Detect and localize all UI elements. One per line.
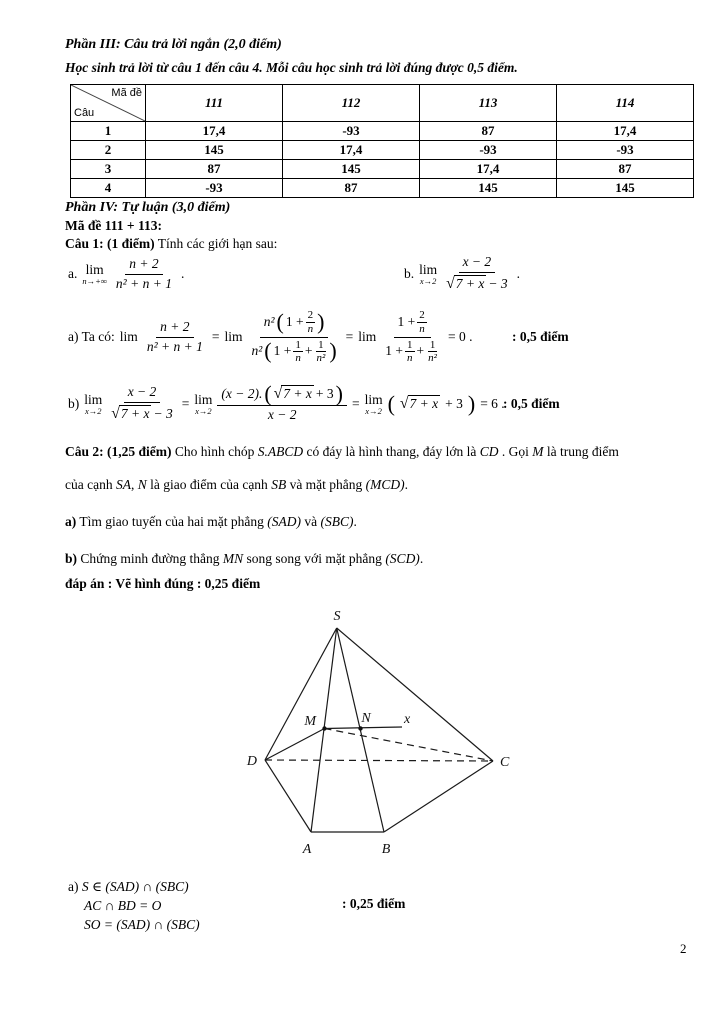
pyramid-svg xyxy=(228,598,538,870)
column-header: 111 xyxy=(146,85,283,122)
point-M-dot xyxy=(322,726,326,730)
point-N-dot xyxy=(358,726,362,730)
part3-subheading: Học sinh trả lời từ câu 1 đến câu 4. Mỗi câu học sinh trả lời đúng được 0,5 điểm. xyxy=(65,60,518,75)
cell: 145 xyxy=(557,179,694,198)
row-label: 1 xyxy=(71,122,146,141)
radical: √ 7 + x xyxy=(399,395,439,412)
score-label-b: : 0,5 điểm xyxy=(503,396,560,411)
table-row xyxy=(71,160,694,179)
limit-problem-a xyxy=(68,252,184,296)
vertex-label-N: N xyxy=(361,711,371,726)
fraction: (x − 2). ( √ 7 + x + 3 ) x − 2 xyxy=(217,383,347,424)
cell: 17,4 xyxy=(557,122,694,141)
limit-problem-b xyxy=(404,250,520,298)
answer-a-line1: S ∈ (SAD) ∩ (SBC) xyxy=(81,879,189,894)
fraction: 1 + $\frac{2}{n}$ 1 + $\frac{1}{n}$ + $\frac{1}{\text{n²}}$ xyxy=(385,309,437,365)
vertex-label-D: D xyxy=(246,754,257,769)
cell: -93 xyxy=(146,179,283,198)
row-label: 2 xyxy=(71,141,146,160)
corner-label-cau: Câu xyxy=(74,107,95,119)
cell: 87 xyxy=(420,122,557,141)
nested-fraction: $\frac{1}{\text{n²}}$ xyxy=(316,338,326,365)
question2-part-b: b) Chứng minh đường thẳng MN song song với mặt phẳng (SCD). xyxy=(65,551,424,566)
equals: = xyxy=(345,329,354,344)
vertex-label-B: B xyxy=(381,842,391,857)
nested-fraction: $\frac{1}{n}$ xyxy=(295,338,301,365)
part4-heading: Phần IV: Tự luận (3,0 điểm) xyxy=(65,200,231,215)
answer-a-line2: AC ∩ BD = O xyxy=(84,898,162,913)
table-corner-cell xyxy=(71,85,146,122)
equals: = xyxy=(181,396,190,411)
cell: 17,4 xyxy=(283,141,420,160)
lim-operator: lim xyxy=(224,329,243,344)
question1-title-rest: Tính các giới hạn sau: xyxy=(154,236,278,251)
question2-part-a: a) Tìm giao tuyến của hai mặt phẳng (SAD) và (SBC). xyxy=(65,514,357,529)
period: . xyxy=(516,266,520,281)
column-header: 113 xyxy=(420,85,557,122)
column-header: 114 xyxy=(557,85,694,122)
answer-key-table xyxy=(70,84,694,198)
page-number: 2 xyxy=(680,941,687,956)
result: = 6 . xyxy=(480,396,505,411)
answer-block-a xyxy=(68,877,200,934)
row-label: 3 xyxy=(71,160,146,179)
cell: 145 xyxy=(420,179,557,198)
cell: -93 xyxy=(420,141,557,160)
equals: = xyxy=(211,329,220,344)
dashed-edges xyxy=(265,729,493,762)
answer-a-line3: SO = (SAD) ∩ (SBC) xyxy=(84,917,200,932)
solution-b-prefix: b) xyxy=(68,396,80,411)
nested-fraction: $\frac{2}{n}$ xyxy=(307,309,314,335)
fraction: x − 2 √ 7 + x − 3 xyxy=(446,254,508,293)
score-label-a: : 0,5 điểm xyxy=(512,329,569,344)
nested-fraction: $\frac{1}{\text{n²}}$ xyxy=(428,338,437,365)
cell: 17,4 xyxy=(420,160,557,179)
fraction: n² ( 1 + $\frac{2}{n}$ ) n² ( 1 + $\frac{1}{n}$ + $\frac{1}{\text{n²}}$ ) xyxy=(251,309,337,365)
solution-a-prefix: a) Ta có: xyxy=(68,329,115,344)
lim-operator: lim n→+∞ xyxy=(82,261,107,286)
solution-b: b) lim x→2 x − 2 √ 7 + x − 3 = lim x→2 (x − 2). ( √ 7 + x + 3 ) x − 2 = lim x→2 ( √ 7 + x + 3 ) = 6 . xyxy=(68,380,505,428)
vertex-label-C: C xyxy=(500,755,510,770)
vertex-label-A: A xyxy=(302,842,312,857)
table-row xyxy=(71,141,694,160)
vertex-label-M: M xyxy=(304,714,316,729)
part3-heading: Phần III: Câu trả lời ngắn (2,0 điểm) xyxy=(65,37,282,52)
exam-code-line: Mã đề 111 + 113: xyxy=(65,218,162,233)
table-row xyxy=(71,179,694,198)
row-label: 4 xyxy=(71,179,146,198)
nested-fraction: $\frac{1}{n}$ xyxy=(407,338,413,365)
lim-operator: lim x→2 xyxy=(364,391,383,416)
lim-operator: lim xyxy=(358,329,377,344)
question2-line2: của cạnh SA, N là giao điểm của cạnh SB và mặt phẳng (MCD). xyxy=(65,477,409,492)
table-row xyxy=(71,122,694,141)
fraction: $\frac{n + 2}{\text{n² + n + 1}}$ xyxy=(146,318,203,354)
fraction: x − 2 √ 7 + x − 3 xyxy=(111,384,173,423)
cell: 145 xyxy=(146,141,283,160)
cell: 87 xyxy=(146,160,283,179)
equals: = xyxy=(351,396,360,411)
axis-label-x: x xyxy=(404,712,411,727)
table-header-row xyxy=(71,85,694,122)
cell: 87 xyxy=(557,160,694,179)
question1-title-bold: Câu 1: (1 điểm) xyxy=(65,236,155,251)
solution-a xyxy=(68,297,472,377)
lim-operator: lim x→2 xyxy=(419,261,438,286)
cell: 145 xyxy=(283,160,420,179)
pyramid-figure xyxy=(228,598,538,874)
radical: √ 7 + x xyxy=(111,405,150,423)
question2-line1: Câu 2: (1,25 điểm) Cho hình chóp S.ABCD có đáy là hình thang, đáy lớn là CD . Gọi M là trung điểm xyxy=(65,444,619,459)
answer-a-label: a) xyxy=(68,879,79,894)
result: = 0 . xyxy=(447,329,473,344)
score-label-drawing: : 0,25 điểm xyxy=(342,896,406,911)
cell: -93 xyxy=(557,141,694,160)
lim-operator: lim x→2 xyxy=(194,391,213,416)
dap-an-line: đáp án : Vẽ hình đúng : 0,25 điểm xyxy=(65,576,261,591)
radical: √ 7 + x xyxy=(273,385,312,403)
cell: 87 xyxy=(283,179,420,198)
column-header: 112 xyxy=(283,85,420,122)
fraction: n + 2 n² + n + 1 xyxy=(115,255,172,291)
lim-operator: lim x→2 xyxy=(84,391,103,416)
cell: 17,4 xyxy=(146,122,283,141)
question1-title xyxy=(65,236,277,252)
cell: -93 xyxy=(283,122,420,141)
radical: √ 7 + x xyxy=(446,275,485,293)
corner-label-ma-de: Mã đề xyxy=(111,87,142,99)
vertex-label-S: S xyxy=(333,609,341,624)
period: . xyxy=(180,266,185,281)
item-label: a. xyxy=(68,266,78,281)
solid-edges xyxy=(265,628,493,832)
lim-operator: lim xyxy=(119,329,138,344)
item-label: b. xyxy=(404,266,415,281)
nested-fraction: $\frac{2}{n}$ xyxy=(419,309,425,335)
